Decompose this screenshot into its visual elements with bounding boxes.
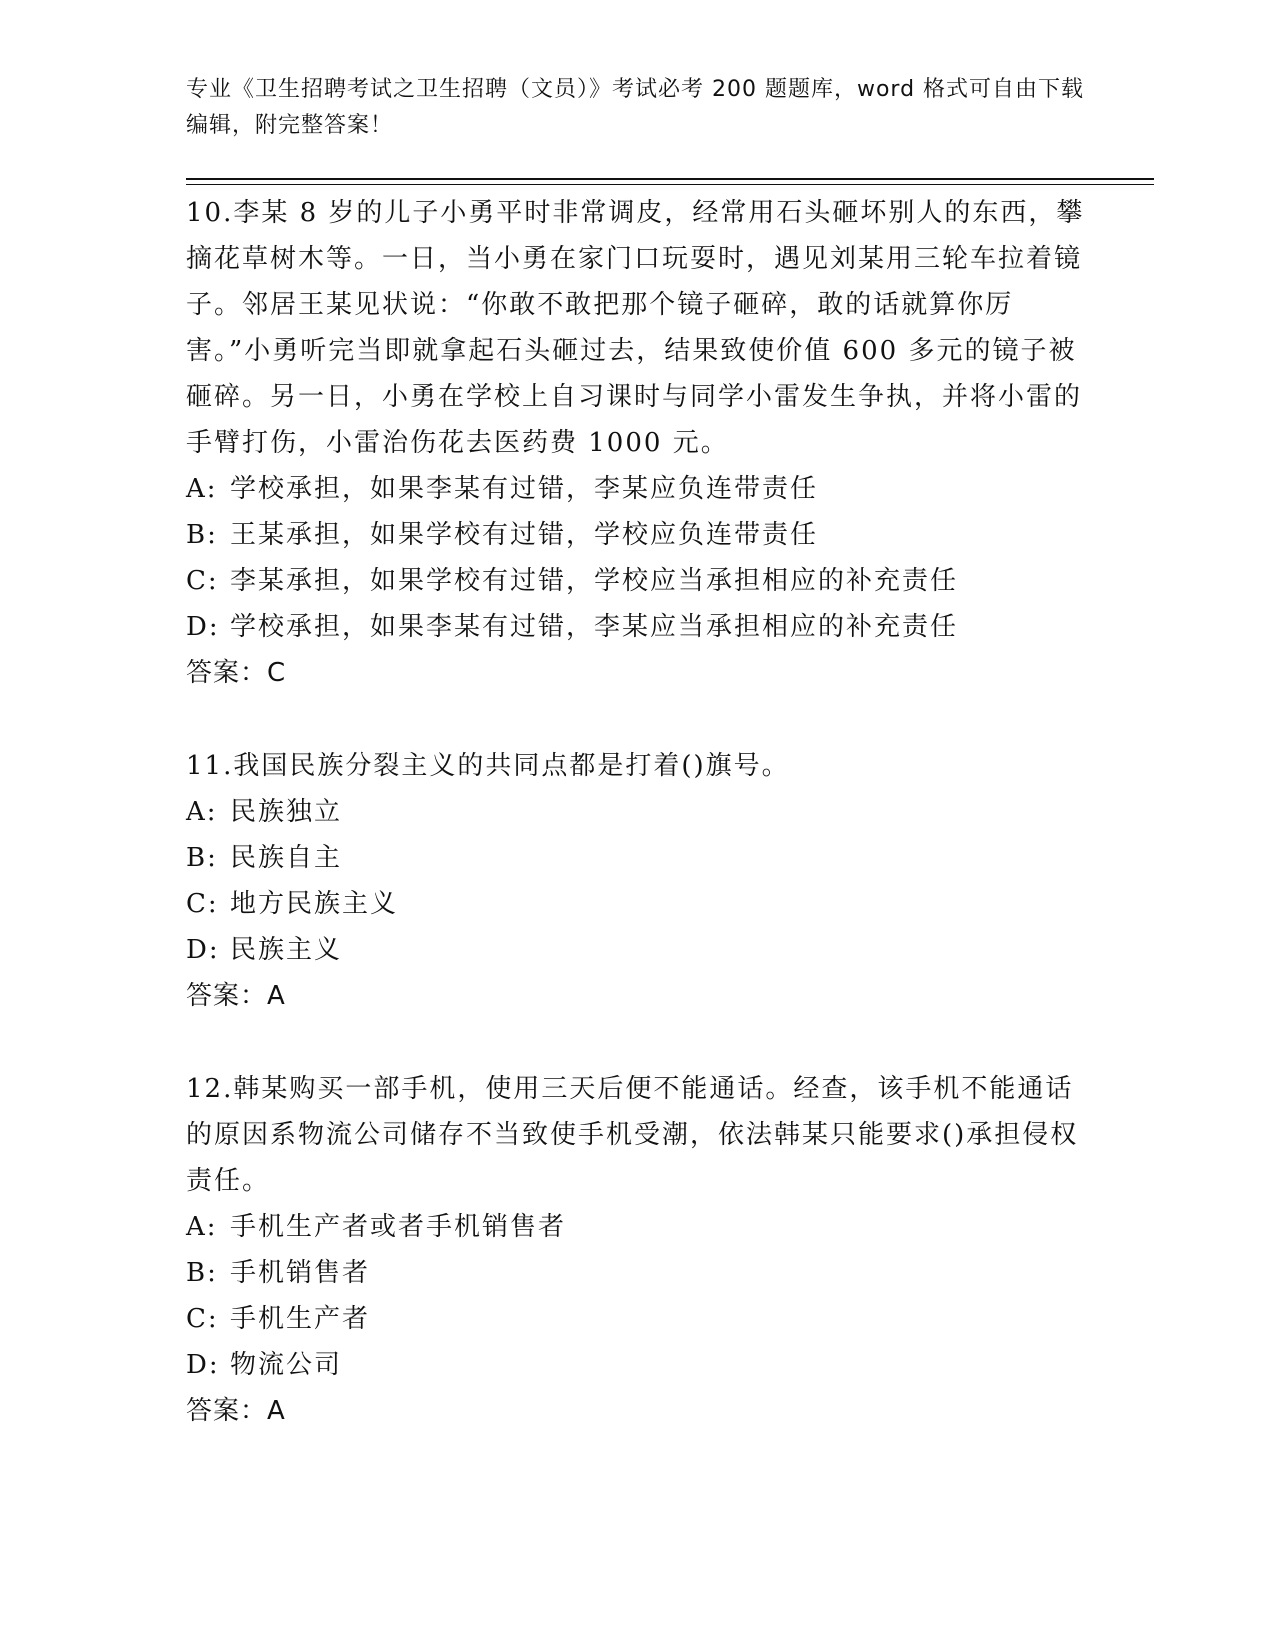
option-text: 手机销售者 xyxy=(230,1258,371,1288)
document-header: 专业《卫生招聘考试之卫生招聘（文员）》考试必考 200 题题库，word 格式可自由下载编辑，附完整答案！ xyxy=(186,77,1085,138)
header-rule-thin xyxy=(186,184,1154,185)
option-key: D: xyxy=(186,1350,220,1380)
question-11 xyxy=(186,743,1086,1019)
answer-line: 答案：A xyxy=(186,981,286,1011)
option-a xyxy=(186,466,1086,512)
option-b xyxy=(186,512,1086,558)
question-12 xyxy=(186,1066,1086,1434)
option-key: D: xyxy=(186,612,220,642)
option-c xyxy=(186,881,1086,927)
option-b xyxy=(186,835,1086,881)
option-key: C: xyxy=(186,1304,219,1334)
option-text: 物流公司 xyxy=(230,1350,343,1380)
header-rule-thick xyxy=(186,178,1154,180)
option-text: 民族自主 xyxy=(230,843,343,873)
option-text: 地方民族主义 xyxy=(230,889,399,919)
answer-line: 答案：A xyxy=(186,1396,286,1426)
option-key: B: xyxy=(186,520,218,550)
option-key: C: xyxy=(186,566,219,596)
option-key: A: xyxy=(186,1212,218,1242)
option-key: B: xyxy=(186,843,218,873)
option-d xyxy=(186,1342,1086,1388)
option-text: 手机生产者或者手机销售者 xyxy=(230,1212,567,1242)
option-key: A: xyxy=(186,797,218,827)
option-key: B: xyxy=(186,1258,218,1288)
question-list xyxy=(186,190,1086,1481)
option-c xyxy=(186,558,1086,604)
option-key: D: xyxy=(186,935,220,965)
option-text: 李某承担，如果学校有过错，学校应当承担相应的补充责任 xyxy=(230,566,959,596)
option-d xyxy=(186,927,1086,973)
option-text: 民族主义 xyxy=(230,935,343,965)
option-key: C: xyxy=(186,889,219,919)
option-a xyxy=(186,1204,1086,1250)
question-stem: 11.我国民族分裂主义的共同点都是打着()旗号。 xyxy=(186,751,790,781)
option-key: A: xyxy=(186,474,218,504)
option-c xyxy=(186,1296,1086,1342)
option-b xyxy=(186,1250,1086,1296)
option-a xyxy=(186,789,1086,835)
option-text: 民族独立 xyxy=(230,797,343,827)
option-d xyxy=(186,604,1086,650)
question-stem: 12.韩某购买一部手机，使用三天后便不能通话。经查，该手机不能通话的原因系物流公司储存不当致使手机受潮，依法韩某只能要求()承担侵权责任。 xyxy=(186,1074,1079,1196)
option-text: 手机生产者 xyxy=(230,1304,371,1334)
option-text: 学校承担，如果李某有过错，李某应当承担相应的补充责任 xyxy=(230,612,959,642)
question-stem: 10.李某 8 岁的儿子小勇平时非常调皮，经常用石头砸坏别人的东西，攀摘花草树木等。一日，当小勇在家门口玩耍时，遇见刘某用三轮车拉着镜子。邻居王某见状说：“你敢不敢把那个镜子砸碎，敢的话就算你厉害。”小勇听完当即就拿起石头砸过去，结果致使价值 600 多元的镜子被砸碎。另一日，小勇在学校上自习课时与同学小雷发生争执，并将小雷的手臂打伤，小雷治伤花去医药费 1000 元。 xyxy=(186,198,1085,458)
question-10 xyxy=(186,190,1086,696)
answer-line: 答案：C xyxy=(186,658,287,688)
option-text: 学校承担，如果李某有过错，李某应负连带责任 xyxy=(230,474,819,504)
option-text: 王某承担，如果学校有过错，学校应负连带责任 xyxy=(230,520,819,550)
